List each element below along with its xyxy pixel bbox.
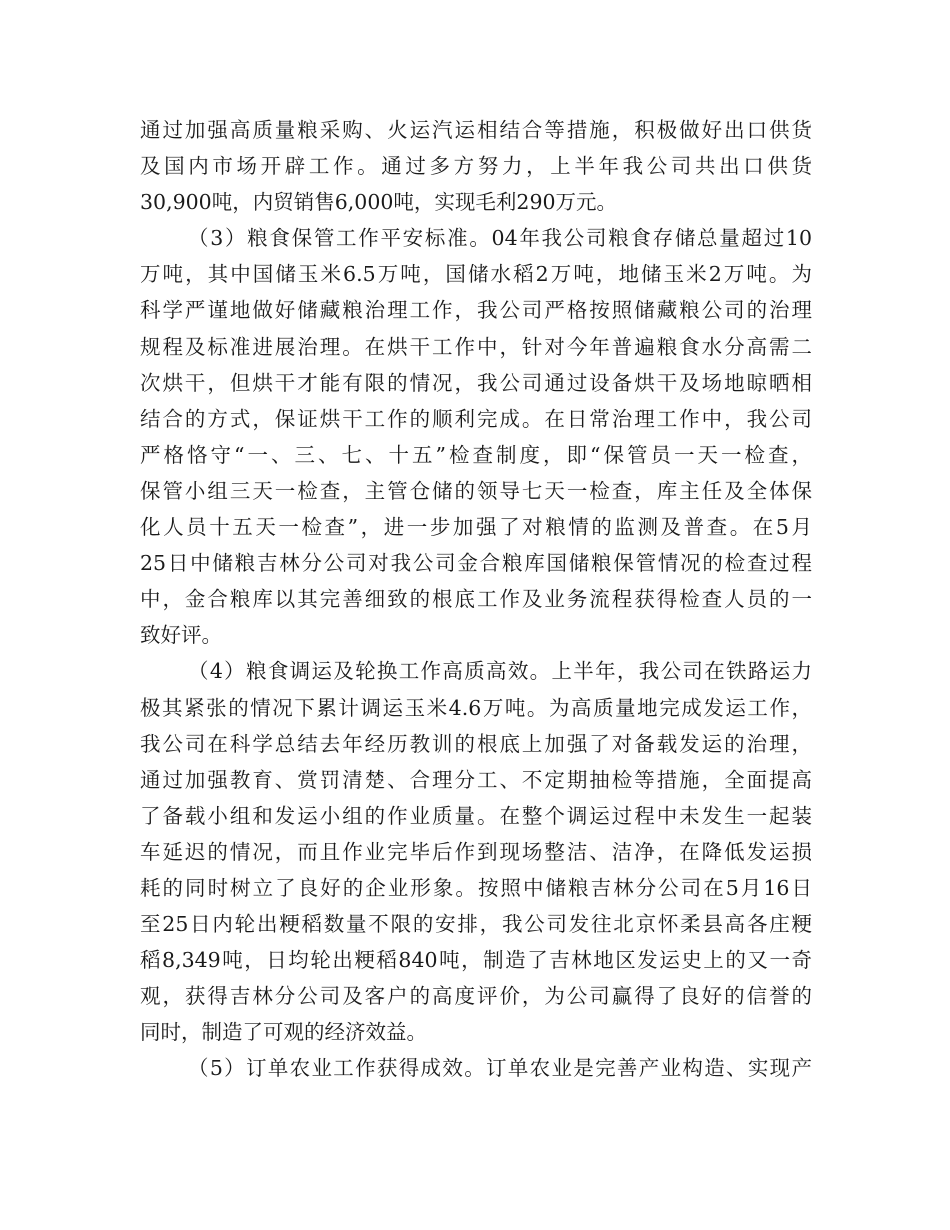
text-line: 保管小组三天一检查，主管仓储的领导七天一检查，库主任及全体保 xyxy=(140,478,812,503)
text-line: 万吨，其中国储玉米6.5万吨，国储水稻2万吨，地储玉米2万吨。为 xyxy=(140,262,812,287)
text-line: 致好评。 xyxy=(140,623,222,648)
paragraph-first-line: （4）粮食调运及轮换工作高质高效。上半年，我公司在铁路运力 xyxy=(188,659,812,684)
document-body xyxy=(140,112,812,1087)
text-line: 通过加强教育、赏罚清楚、合理分工、不定期抽检等措施，全面提高 xyxy=(140,767,812,792)
text-line: 30,900吨，内贸销售6,000吨，实现毛利290万元。 xyxy=(140,190,618,215)
text-line: 观，获得吉林分公司及客户的高度评价，为公司赢得了良好的信誉的 xyxy=(140,984,812,1009)
text-line: 了备载小组和发运小组的作业质量。在整个调运过程中未发生一起装 xyxy=(140,803,812,828)
text-line: 至25日内轮出粳稻数量不限的安排，我公司发往北京怀柔县高各庄粳 xyxy=(140,912,812,937)
text-line: 严格恪守“一、三、七、十五”检查制度，即“保管员一天一检查， xyxy=(140,442,812,467)
text-line: 我公司在科学总结去年经历教训的根底上加强了对备载发运的治理， xyxy=(140,731,812,756)
text-line: 25日中储粮吉林分公司对我公司金合粮库国储粮保管情况的检查过程 xyxy=(140,551,812,576)
text-line: 及国内市场开辟工作。通过多方努力，上半年我公司共出口供货 xyxy=(140,154,812,179)
text-line: 结合的方式，保证烘干工作的顺利完成。在日常治理工作中，我公司 xyxy=(140,406,812,431)
text-line: 规程及标准进展治理。在烘干工作中，针对今年普遍粮食水分高需二 xyxy=(140,334,812,359)
text-line: 极其紧张的情况下累计调运玉米4.6万吨。为高质量地完成发运工作， xyxy=(140,695,812,720)
text-line: 科学严谨地做好储藏粮治理工作，我公司严格按照储藏粮公司的治理 xyxy=(140,298,812,323)
text-line: 稻8,349吨，日均轮出粳稻840吨，制造了吉林地区发运史上的又一奇 xyxy=(140,948,812,973)
text-line: 车延迟的情况，而且作业完毕后作到现场整洁、洁净，在降低发运损 xyxy=(140,839,812,864)
text-line: 中，金合粮库以其完善细致的根底工作及业务流程获得检查人员的一 xyxy=(140,587,812,612)
text-line: 同时，制造了可观的经济效益。 xyxy=(140,1020,427,1045)
text-line: 通过加强高质量粮采购、火运汽运相结合等措施，积极做好出口供货 xyxy=(140,118,812,142)
paragraph-first-line: （3）粮食保管工作平安标准。04年我公司粮食存储总量超过10 xyxy=(188,226,812,251)
text-line: 耗的同时树立了良好的企业形象。按照中储粮吉林分公司在5月16日 xyxy=(140,875,812,900)
text-line: 次烘干，但烘干才能有限的情况，我公司通过设备烘干及场地晾晒相 xyxy=(140,370,812,395)
paragraph-first-line: （5）订单农业工作获得成效。订单农业是完善产业构造、实现产 xyxy=(188,1056,812,1081)
text-line: 化人员十五天一检查”，进一步加强了对粮情的监测及普查。在5月 xyxy=(140,515,812,540)
